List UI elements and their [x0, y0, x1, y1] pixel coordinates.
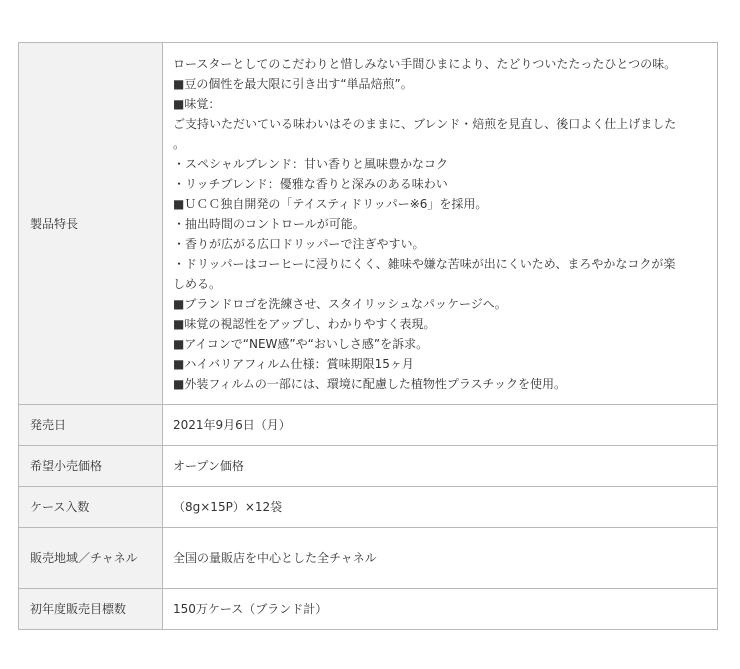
feature-line: 。 [173, 136, 186, 151]
row-label: 初年度販売目標数 [19, 589, 163, 630]
feature-line: ロースターとしてのこだわりと惜しみない手間ひまにより、たどりついたたったひとつの味。 [173, 56, 677, 71]
feature-line: ■アイコンで“NEW感”や“おいしさ感”を訴求。 [173, 336, 429, 351]
spec-row-release-date [19, 405, 718, 446]
feature-line: ・リッチブレンド：優雅な香りと深みのある味わい [173, 176, 448, 191]
feature-line: ・ドリッパーはコーヒーに浸りにくく、雑味や嫌な苦味が出にくいため、まろやかなコクが楽 [173, 256, 676, 271]
feature-line: ■外装フィルムの一部には、環境に配慮した植物性プラスチックを使用。 [173, 376, 566, 391]
feature-line: ・抽出時間のコントロールが可能。 [173, 216, 365, 231]
sales-target-value: 150万ケース（ブランド計） [163, 589, 718, 630]
spec-row-price [19, 446, 718, 487]
feature-line: ■豆の個性を最大限に引き出す“単品焙煎”。 [173, 76, 413, 91]
spec-row-sales-region [19, 528, 718, 589]
spec-row-features [19, 43, 718, 405]
case-quantity-value: （8g×15P）×12袋 [163, 487, 718, 528]
feature-line: しめる。 [173, 276, 222, 291]
feature-line: ■ブランドロゴを洗練させ、スタイリッシュなパッケージへ。 [173, 296, 507, 311]
product-spec-table [18, 42, 718, 630]
row-label: 希望小売価格 [19, 446, 163, 487]
spec-row-case-quantity [19, 487, 718, 528]
row-label: 販売地域／チャネル [19, 528, 163, 589]
feature-line: ・香りが広がる広口ドリッパーで注ぎやすい。 [173, 236, 425, 251]
spec-row-sales-target [19, 589, 718, 630]
feature-line: ■ＵＣＣ独自開発の「テイスティドリッパー※6」を採用。 [173, 196, 488, 211]
row-label: 発売日 [19, 405, 163, 446]
feature-line: ご支持いただいている味わいはそのままに、ブレンド・焙煎を見直し、後口よく仕上げました [173, 116, 677, 131]
feature-line: ■味覚： [173, 96, 221, 111]
sales-region-value: 全国の量販店を中心とした全チャネル [163, 528, 718, 589]
row-label: 製品特長 [19, 43, 163, 405]
features-cell [163, 43, 718, 405]
row-label: ケース入数 [19, 487, 163, 528]
release-date-value: 2021年9月6日（月） [163, 405, 718, 446]
price-value: オープン価格 [163, 446, 718, 487]
feature-line: ・スペシャルブレンド：甘い香りと風味豊かなコク [173, 156, 448, 171]
feature-line: ■味覚の視認性をアップし、わかりやすく表現。 [173, 316, 436, 331]
feature-line: ■ハイバリアフィルム仕様：賞味期限15ヶ月 [173, 356, 414, 371]
